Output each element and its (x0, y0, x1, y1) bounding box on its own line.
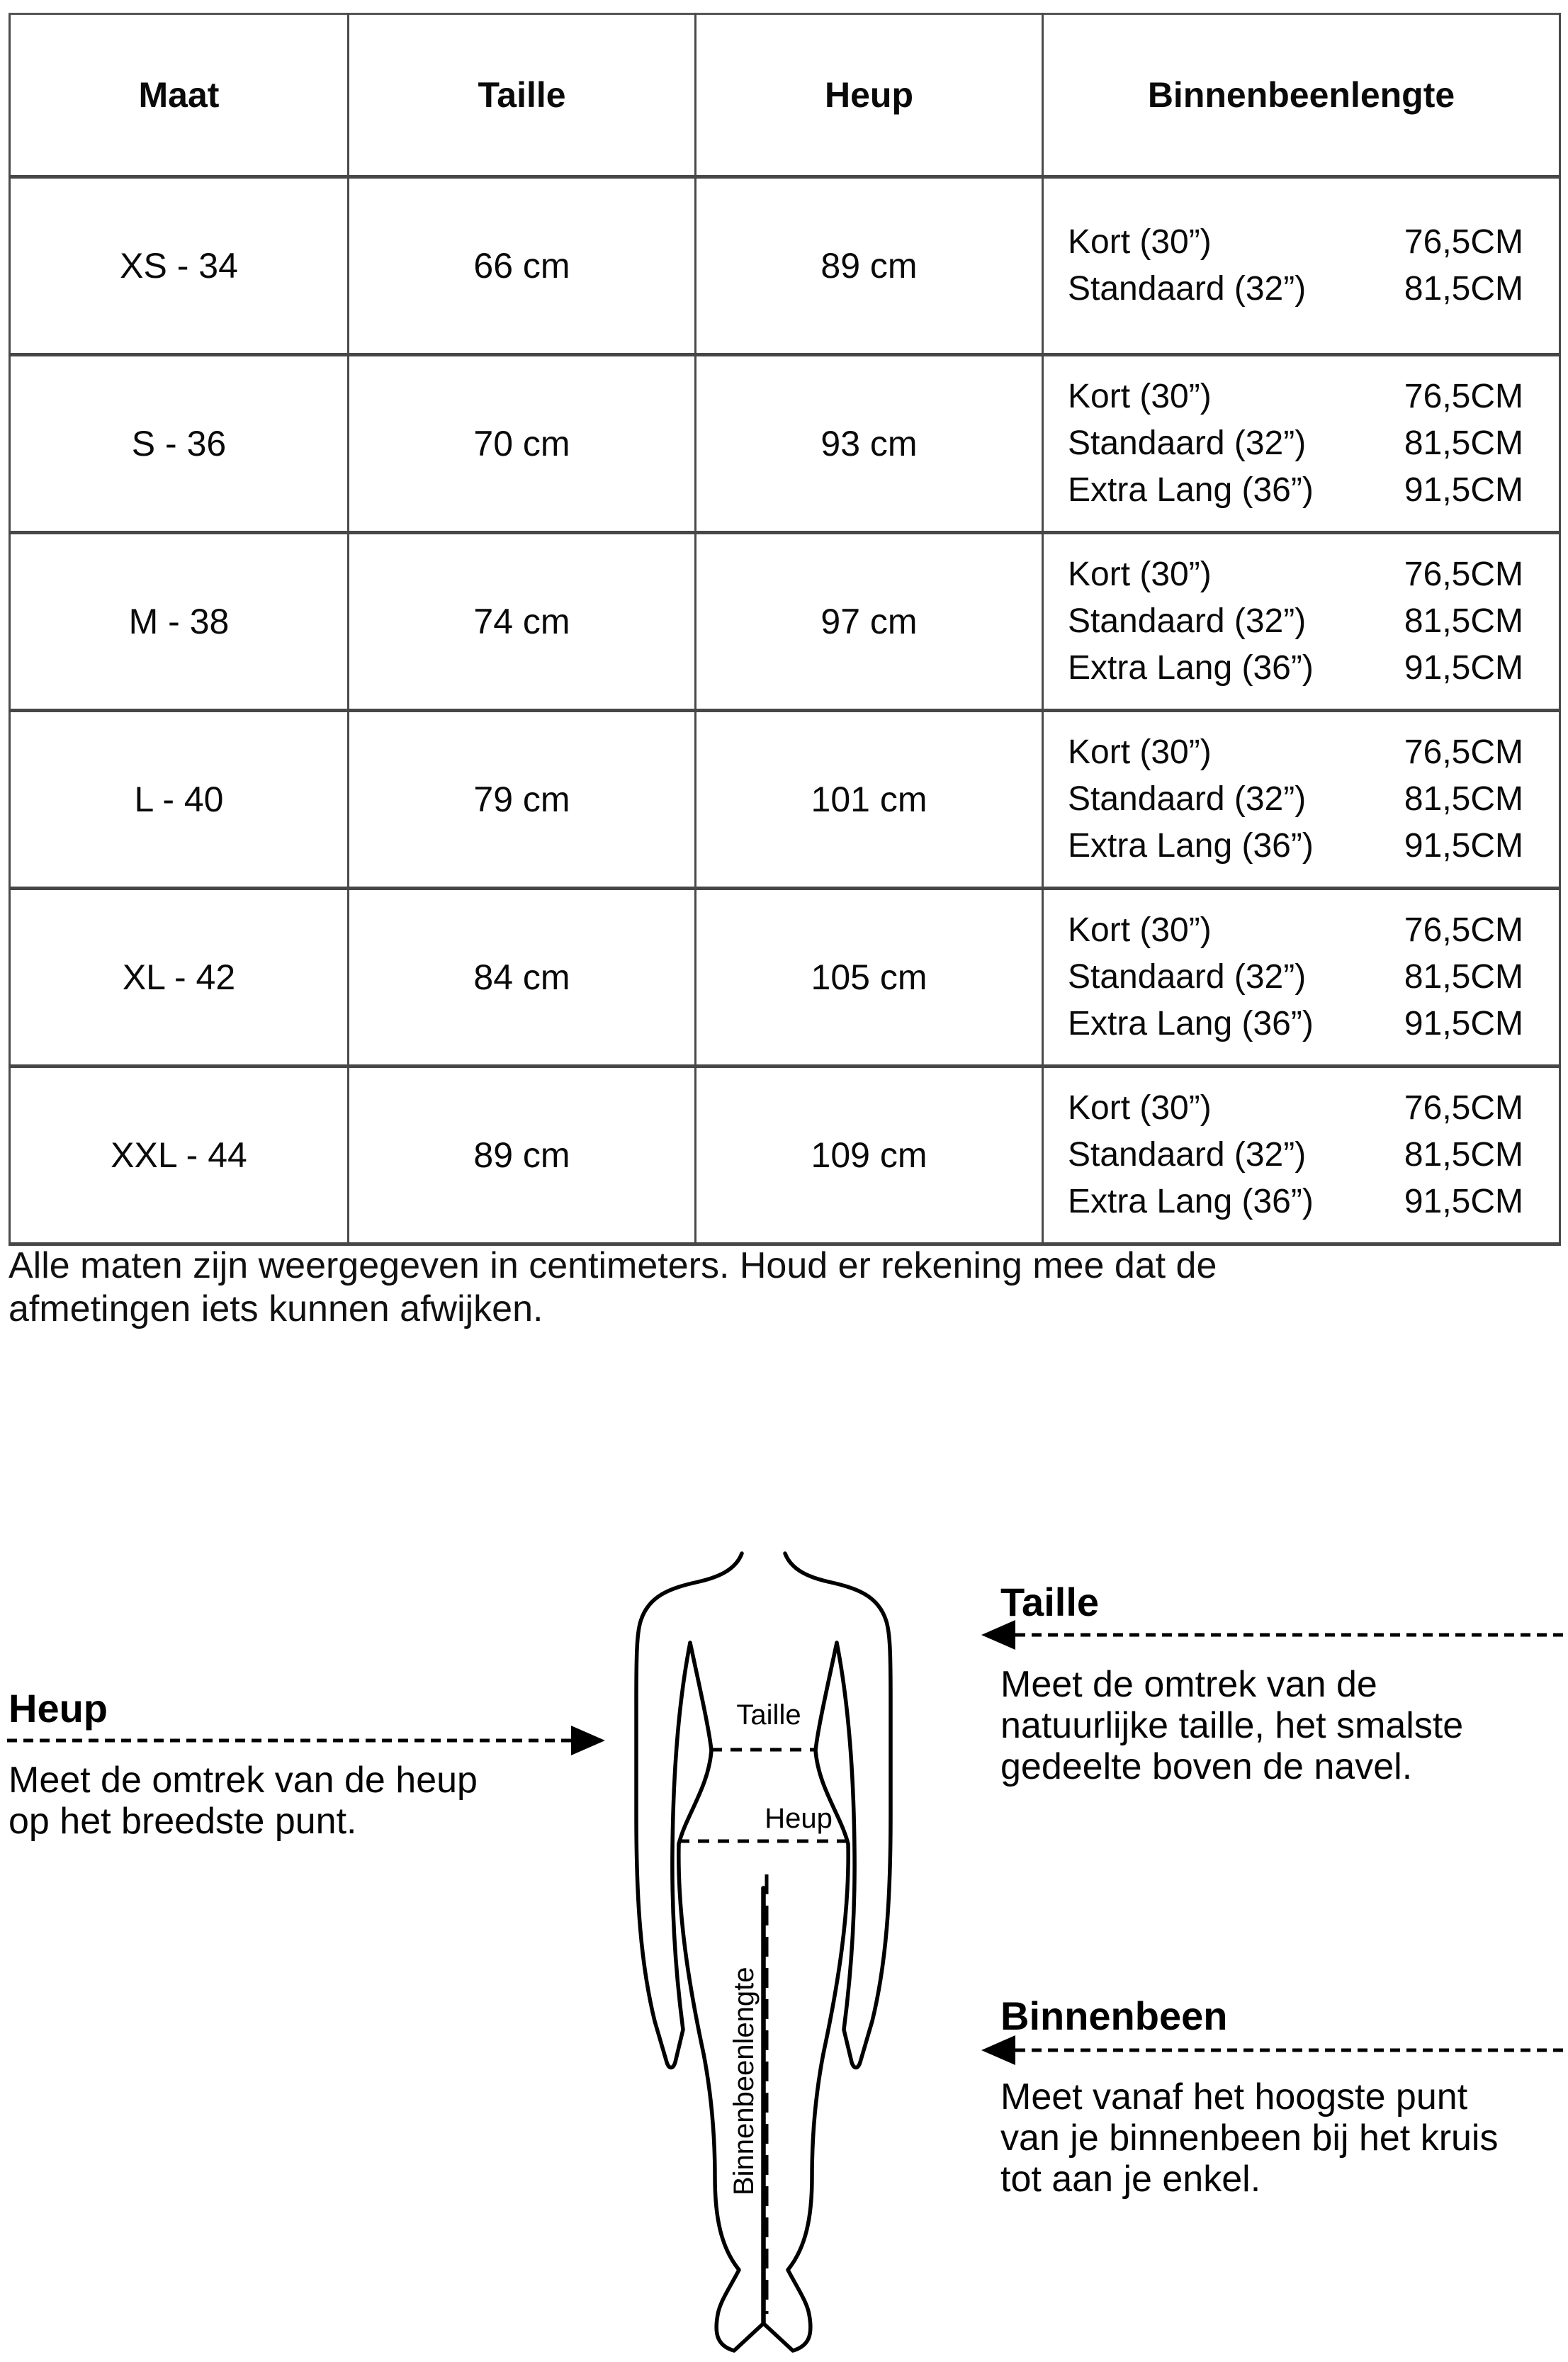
inseam-cell (1043, 1067, 1560, 1244)
inseam-value: 76,5CM (1404, 556, 1523, 593)
heup-cell: 89 cm (696, 177, 1043, 355)
maat-cell: XXL - 44 (10, 1067, 349, 1244)
maat-cell: S - 36 (10, 355, 349, 533)
inseam-value: 81,5CM (1404, 780, 1523, 818)
figure-binnenbeenlengte-label: Binnenbeenlengte (728, 1967, 760, 2195)
binnenbeen-guide-title: Binnenbeen (1000, 1993, 1228, 2038)
table-row (10, 177, 1560, 355)
guide-text-line: Meet vanaf het hoogste punt (1000, 2076, 1468, 2118)
inseam-line-item (1068, 598, 1523, 645)
inseam-label: Kort (30”) (1068, 556, 1212, 593)
table-row (10, 355, 1560, 533)
inseam-value: 91,5CM (1404, 471, 1523, 509)
size-table (9, 13, 1561, 1246)
maat-cell: M - 38 (10, 533, 349, 711)
inseam-value: 76,5CM (1404, 911, 1523, 949)
inseam-line-item (1068, 551, 1523, 598)
heup-cell: 97 cm (696, 533, 1043, 711)
arrow-left-icon (976, 1617, 1568, 1653)
body-figure (609, 1531, 921, 2362)
inseam-label: Kort (30”) (1068, 378, 1212, 415)
inseam-line-item (1068, 776, 1523, 823)
inseam-label: Kort (30”) (1068, 223, 1212, 261)
column-header-maat: Maat (10, 14, 349, 177)
guide-text-line: op het breedste punt. (9, 1801, 357, 1842)
inseam-label: Extra Lang (36”) (1068, 827, 1314, 865)
inseam-label: Extra Lang (36”) (1068, 1183, 1314, 1220)
inseam-value: 76,5CM (1404, 1089, 1523, 1127)
inseam-label: Kort (30”) (1068, 733, 1212, 771)
inseam-cell (1043, 177, 1560, 355)
maat-cell: XL - 42 (10, 889, 349, 1067)
column-header-binnenbeenlengte: Binnenbeenlengte (1043, 14, 1560, 177)
heup-guide-title: Heup (9, 1686, 108, 1731)
maat-cell: XS - 34 (10, 177, 349, 355)
taille-cell: 74 cm (349, 533, 696, 711)
guide-text-line: Meet de omtrek van de (1000, 1664, 1377, 1705)
inseam-cell (1043, 533, 1560, 711)
inseam-value: 81,5CM (1404, 958, 1523, 996)
guide-text-line: natuurlijke taille, het smalste (1000, 1705, 1464, 1746)
heup-cell: 101 cm (696, 711, 1043, 889)
inseam-value: 91,5CM (1404, 827, 1523, 865)
inseam-label: Standaard (32”) (1068, 1136, 1307, 1174)
arrow-right-icon (7, 1723, 609, 1758)
inseam-cell (1043, 355, 1560, 533)
taille-cell: 66 cm (349, 177, 696, 355)
taille-cell: 89 cm (349, 1067, 696, 1244)
binnenbeen-guide-text (1000, 2076, 1498, 2200)
inseam-label: Standaard (32”) (1068, 602, 1307, 640)
inseam-label: Kort (30”) (1068, 911, 1212, 949)
inseam-value: 91,5CM (1404, 1183, 1523, 1220)
inseam-line-item (1068, 954, 1523, 1001)
inseam-line-item (1068, 373, 1523, 420)
inseam-label: Extra Lang (36”) (1068, 471, 1314, 509)
taille-cell: 79 cm (349, 711, 696, 889)
inseam-label: Extra Lang (36”) (1068, 1005, 1314, 1042)
inseam-line-item (1068, 420, 1523, 467)
table-header-row (10, 14, 1560, 177)
inseam-value: 76,5CM (1404, 733, 1523, 771)
inseam-line-item (1068, 1132, 1523, 1179)
inseam-line-item (1068, 1179, 1523, 1225)
inseam-label: Standaard (32”) (1068, 270, 1307, 308)
inseam-label: Standaard (32”) (1068, 424, 1307, 462)
inseam-label: Kort (30”) (1068, 1089, 1212, 1127)
heup-cell: 93 cm (696, 355, 1043, 533)
inseam-value: 76,5CM (1404, 223, 1523, 261)
inseam-line-item (1068, 907, 1523, 954)
heup-guide-text (9, 1760, 478, 1842)
taille-guide-text (1000, 1664, 1463, 1787)
taille-cell: 84 cm (349, 889, 696, 1067)
heup-cell: 105 cm (696, 889, 1043, 1067)
inseam-cell (1043, 711, 1560, 889)
inseam-line-item (1068, 1085, 1523, 1132)
figure-taille-label: Taille (736, 1699, 801, 1731)
inseam-value: 81,5CM (1404, 424, 1523, 462)
inseam-line-item (1068, 645, 1523, 692)
figure-left-arm (636, 1553, 742, 2068)
figure-heup-label: Heup (765, 1803, 833, 1834)
inseam-label: Standaard (32”) (1068, 958, 1307, 996)
inseam-value: 81,5CM (1404, 602, 1523, 640)
table-row (10, 889, 1560, 1067)
taille-guide-title: Taille (1000, 1580, 1100, 1624)
arrow-left-icon (976, 2032, 1568, 2068)
inseam-value: 91,5CM (1404, 1005, 1523, 1042)
table-row (10, 533, 1560, 711)
inseam-line-item (1068, 266, 1523, 313)
note-text: Alle maten zijn weergegeven in centimeters. Houd er rekening mee dat de afmetingen iets kunnen afwijken. (9, 1245, 1217, 1329)
inseam-value: 76,5CM (1404, 378, 1523, 415)
table-row (10, 1067, 1560, 1244)
inseam-line-item (1068, 219, 1523, 266)
inseam-line-item (1068, 1001, 1523, 1047)
inseam-cell (1043, 889, 1560, 1067)
inseam-value: 91,5CM (1404, 649, 1523, 687)
heup-cell: 109 cm (696, 1067, 1043, 1244)
inseam-value: 81,5CM (1404, 270, 1523, 308)
guide-text-line: Meet de omtrek van de heup (9, 1760, 478, 1801)
guide-text-line: van je binnenbeen bij het kruis (1000, 2118, 1499, 2159)
guide-text-line: tot aan je enkel. (1000, 2159, 1261, 2200)
column-header-heup: Heup (696, 14, 1043, 177)
inseam-label: Standaard (32”) (1068, 780, 1307, 818)
guide-text-line: gedeelte boven de navel. (1000, 1746, 1413, 1787)
table-row (10, 711, 1560, 889)
column-header-taille: Taille (349, 14, 696, 177)
inseam-label: Extra Lang (36”) (1068, 649, 1314, 687)
maat-cell: L - 40 (10, 711, 349, 889)
inseam-line-item (1068, 823, 1523, 870)
inseam-line-item (1068, 729, 1523, 776)
inseam-line-item (1068, 467, 1523, 514)
taille-cell: 70 cm (349, 355, 696, 533)
inseam-value: 81,5CM (1404, 1136, 1523, 1174)
